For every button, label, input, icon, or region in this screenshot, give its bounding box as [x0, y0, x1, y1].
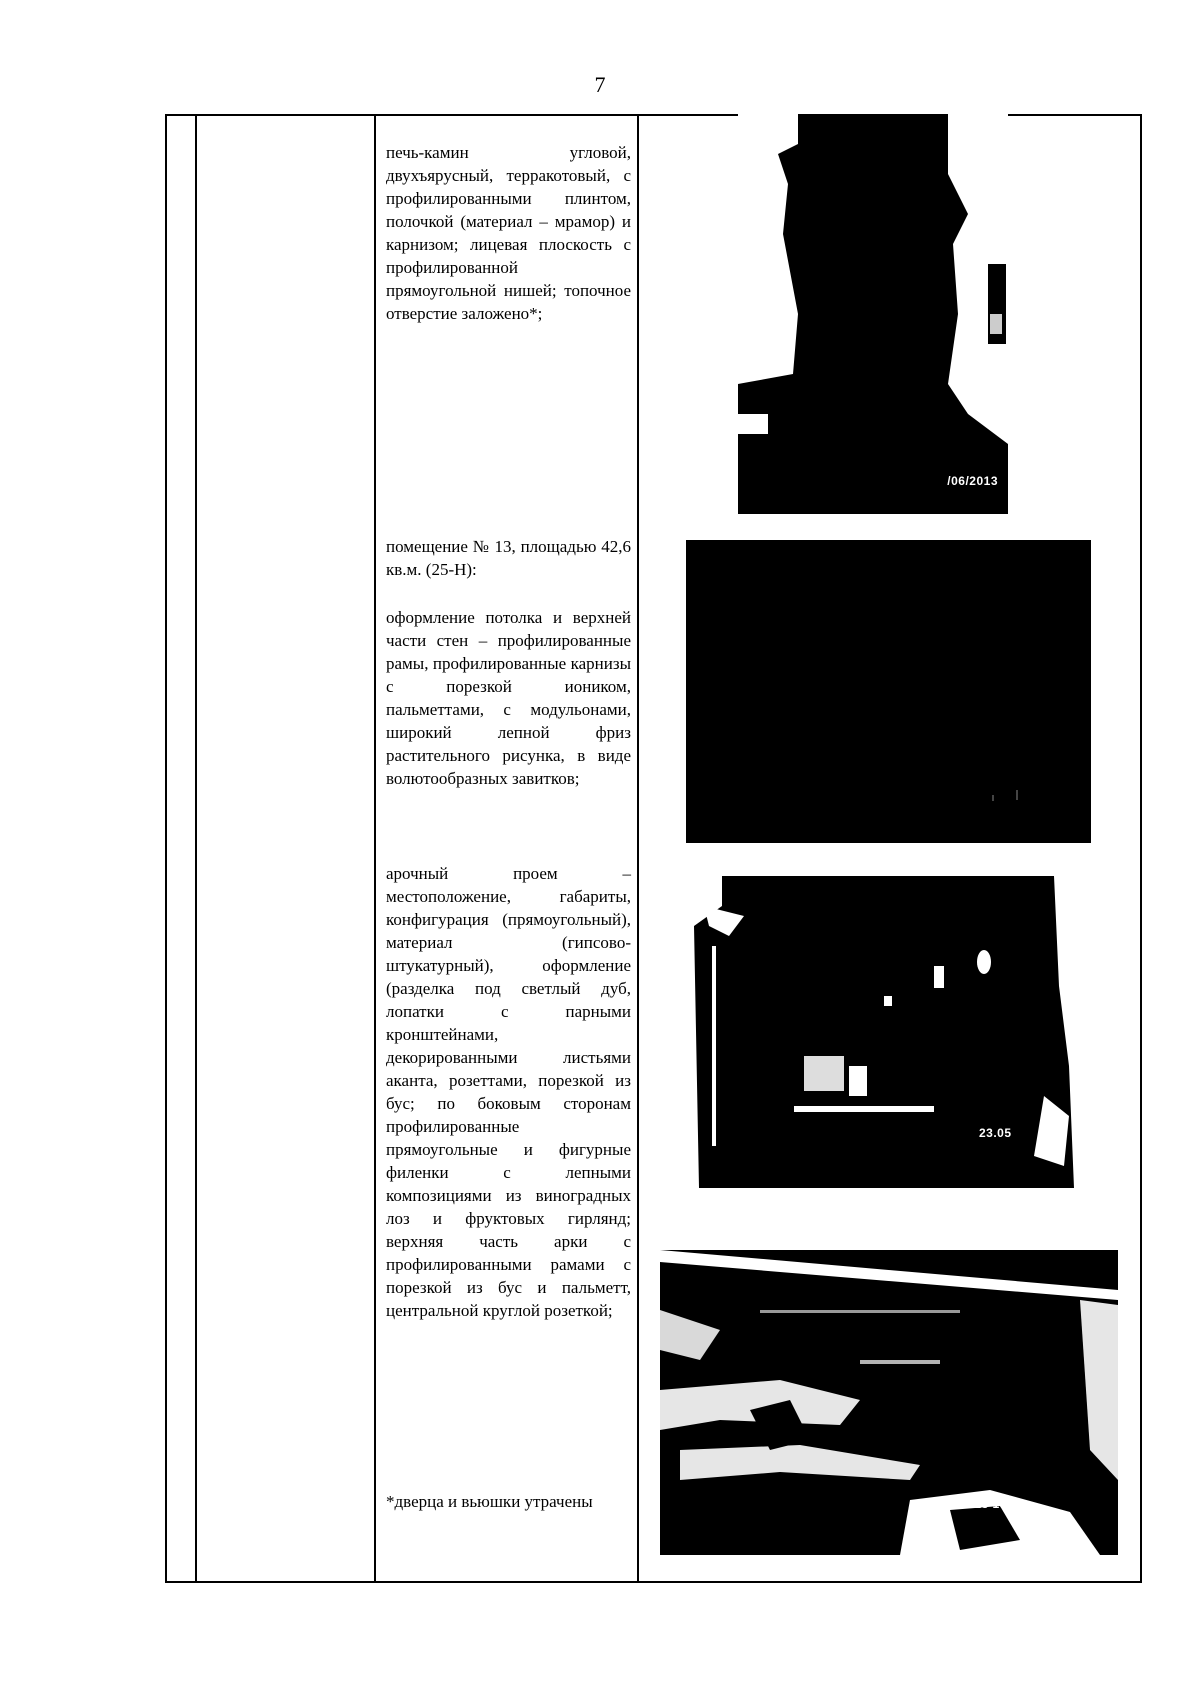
text-block-fireplace: печь-камин угловой, двухъярусный, терракотовый, с профилированными плинтом, полочкой (материал – мрамор) и карнизом; лицевая плоскость с профилированной прямоугольной нишей; топочное отверстие заложено*; — [386, 143, 631, 323]
photo-date-stamp: 23.05 — [979, 1126, 1012, 1140]
page-number: 7 — [594, 72, 606, 97]
photo-arch-top — [660, 1250, 1118, 1555]
photo-fireplace — [738, 114, 1008, 514]
column-divider-3 — [637, 114, 639, 1583]
text-block-arch: арочный проем – местоположение, габариты, конфигурация (прямоугольный), материал (гипсово-штукатурный), оформление (разделка под светлый дуб, лопатки с парными кронштейнами, декорированными листьями аканта, розеттами, порезкой из бус; по боковым сторонам профилированные прямоугольные и фигурные филенки с лепными композициями из виноградных лоз и фруктовых гирлянд; верхняя часть арки с профилированными рамами с порезкой из бус и пальметт, центральной круглой розеткой; — [386, 864, 631, 1320]
photo-arch — [674, 866, 1104, 1188]
column-divider-2 — [374, 114, 376, 1583]
photo-ceiling — [686, 540, 1091, 843]
text-block-room: помещение № 13, площадью 42,6 кв.м. (25-Н): — [386, 537, 631, 579]
text-block-ceiling: оформление потолка и верхней части стен – профилированные рамы, профилированные карнизы с порезкой иоником, пальметтами, с модульонами, широкий лепной фриз растительного рисунка, в виде волютообразных завитков; — [386, 608, 631, 788]
photo-date-stamp: 2013 13:24 — [960, 1497, 1026, 1511]
column-divider-1 — [195, 114, 197, 1583]
photo-date-stamp: /06/2013 — [947, 474, 998, 488]
text-block-footnote: *дверца и вьюшки утрачены — [386, 1492, 593, 1511]
